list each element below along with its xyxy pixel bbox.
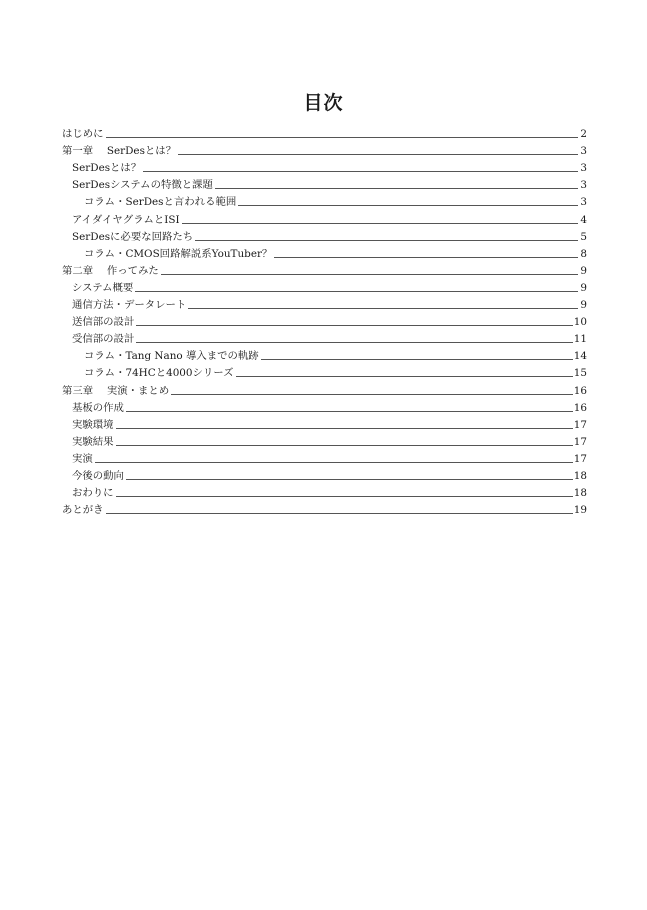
toc-entry — [62, 294, 587, 311]
toc-leader-line — [161, 274, 578, 275]
toc-entry — [62, 448, 587, 465]
toc-entry — [62, 465, 587, 482]
toc-entry — [62, 482, 587, 499]
toc-leader-line — [182, 223, 578, 224]
toc-entry-label: コラム・CMOS回路解説系YouTuber？ — [84, 247, 273, 260]
toc-entry-page-number: 17 — [573, 452, 587, 465]
toc-entry-label: あとがき — [62, 504, 104, 517]
toc-leader-line — [238, 205, 578, 206]
toc-entry-label: 第二章 作ってみた — [62, 264, 159, 277]
toc-entry-label: 通信方法・データレート — [72, 299, 187, 312]
toc-leader-line — [188, 308, 578, 309]
toc-entry — [62, 328, 587, 345]
toc-leader-line — [274, 257, 578, 258]
toc-entry-label: 基板の作成 — [72, 401, 124, 414]
toc-entry — [62, 397, 587, 414]
toc-entry — [62, 191, 587, 208]
toc-entry-page-number: 9 — [580, 264, 587, 277]
toc-entry — [62, 345, 587, 362]
toc-leader-line — [143, 171, 578, 172]
toc-entry — [62, 123, 587, 140]
toc-entry — [62, 431, 587, 448]
toc-entry-page-number: 3 — [580, 145, 587, 158]
toc-entry-label: SerDesとは？ — [72, 162, 142, 175]
toc-entry-page-number: 3 — [580, 162, 587, 175]
toc-entry-page-number: 18 — [573, 487, 587, 500]
toc-entry-label: システム概要 — [72, 281, 134, 294]
toc-entry-page-number: 19 — [573, 504, 587, 517]
toc-entry-label: 第一章 SerDesとは？ — [62, 145, 177, 158]
toc-entry-page-number: 16 — [573, 384, 587, 397]
toc-entry-page-number: 17 — [573, 435, 587, 448]
toc-leader-line — [178, 154, 578, 155]
toc-leader-line — [95, 462, 573, 463]
toc-list — [62, 123, 587, 516]
toc-leader-line — [236, 376, 573, 377]
toc-entry-label: 今後の動向 — [72, 469, 124, 482]
toc-leader-line — [135, 291, 578, 292]
toc-entry-label: コラム・SerDesと言われる範囲 — [84, 196, 237, 209]
toc-entry-page-number: 10 — [573, 316, 587, 329]
toc-entry-label: 実験結果 — [72, 435, 114, 448]
toc-leader-line — [171, 394, 573, 395]
toc-entry-page-number: 4 — [580, 213, 587, 226]
toc-entry — [62, 174, 587, 191]
toc-entry-page-number: 9 — [580, 281, 587, 294]
toc-leader-line — [136, 325, 572, 326]
toc-leader-line — [195, 240, 578, 241]
toc-entry-page-number: 3 — [580, 179, 587, 192]
toc-entry-page-number: 15 — [573, 367, 587, 380]
toc-entry-page-number: 17 — [573, 418, 587, 431]
toc-entry-page-number: 3 — [580, 196, 587, 209]
toc-entry — [62, 414, 587, 431]
toc-entry — [62, 208, 587, 225]
toc-entry — [62, 311, 587, 328]
toc-leader-line — [106, 513, 573, 514]
toc-leader-line — [116, 496, 573, 497]
toc-entry — [62, 499, 587, 516]
toc-leader-line — [215, 188, 578, 189]
toc-entry — [62, 226, 587, 243]
toc-entry-page-number: 2 — [580, 128, 587, 141]
toc-entry-page-number: 16 — [573, 401, 587, 414]
toc-leader-line — [106, 137, 578, 138]
toc-entry-page-number: 5 — [580, 230, 587, 243]
toc-entry-label: SerDesに必要な回路たち — [72, 230, 194, 243]
toc-entry — [62, 362, 587, 379]
toc-leader-line — [126, 411, 573, 412]
toc-entry-page-number: 18 — [573, 469, 587, 482]
toc-entry-label: 送信部の設計 — [72, 316, 135, 329]
toc-entry — [62, 379, 587, 396]
toc-entry-page-number: 8 — [580, 247, 587, 260]
toc-entry — [62, 140, 587, 157]
toc-entry — [62, 277, 587, 294]
toc-title: 目次 — [303, 92, 344, 114]
toc-entry-label: コラム・Tang Nano 導入までの軌跡 — [84, 350, 259, 363]
toc-leader-line — [116, 428, 573, 429]
toc-entry-label: 第三章 実演・まとめ — [62, 384, 170, 397]
toc-leader-line — [136, 342, 572, 343]
toc-entry-label: おわりに — [72, 487, 114, 500]
toc-entry-label: 受信部の設計 — [72, 333, 135, 346]
toc-entry-label: コラム・74HCと4000シリーズ — [84, 367, 234, 380]
toc-entry-page-number: 14 — [573, 350, 587, 363]
toc-entry — [62, 157, 587, 174]
toc-leader-line — [261, 359, 573, 360]
toc-entry — [62, 260, 587, 277]
toc-entry-page-number: 11 — [573, 333, 587, 346]
toc-entry-label: 実験環境 — [72, 418, 114, 431]
toc-leader-line — [116, 445, 573, 446]
toc-entry — [62, 243, 587, 260]
toc-entry-label: アイダイヤグラムとISI — [72, 213, 180, 226]
toc-entry-page-number: 9 — [580, 299, 587, 312]
toc-entry-label: SerDesシステムの特徴と課題 — [72, 179, 213, 192]
toc-entry-label: 実演 — [72, 452, 93, 465]
toc-entry-label: はじめに — [62, 128, 104, 141]
toc-leader-line — [126, 479, 573, 480]
